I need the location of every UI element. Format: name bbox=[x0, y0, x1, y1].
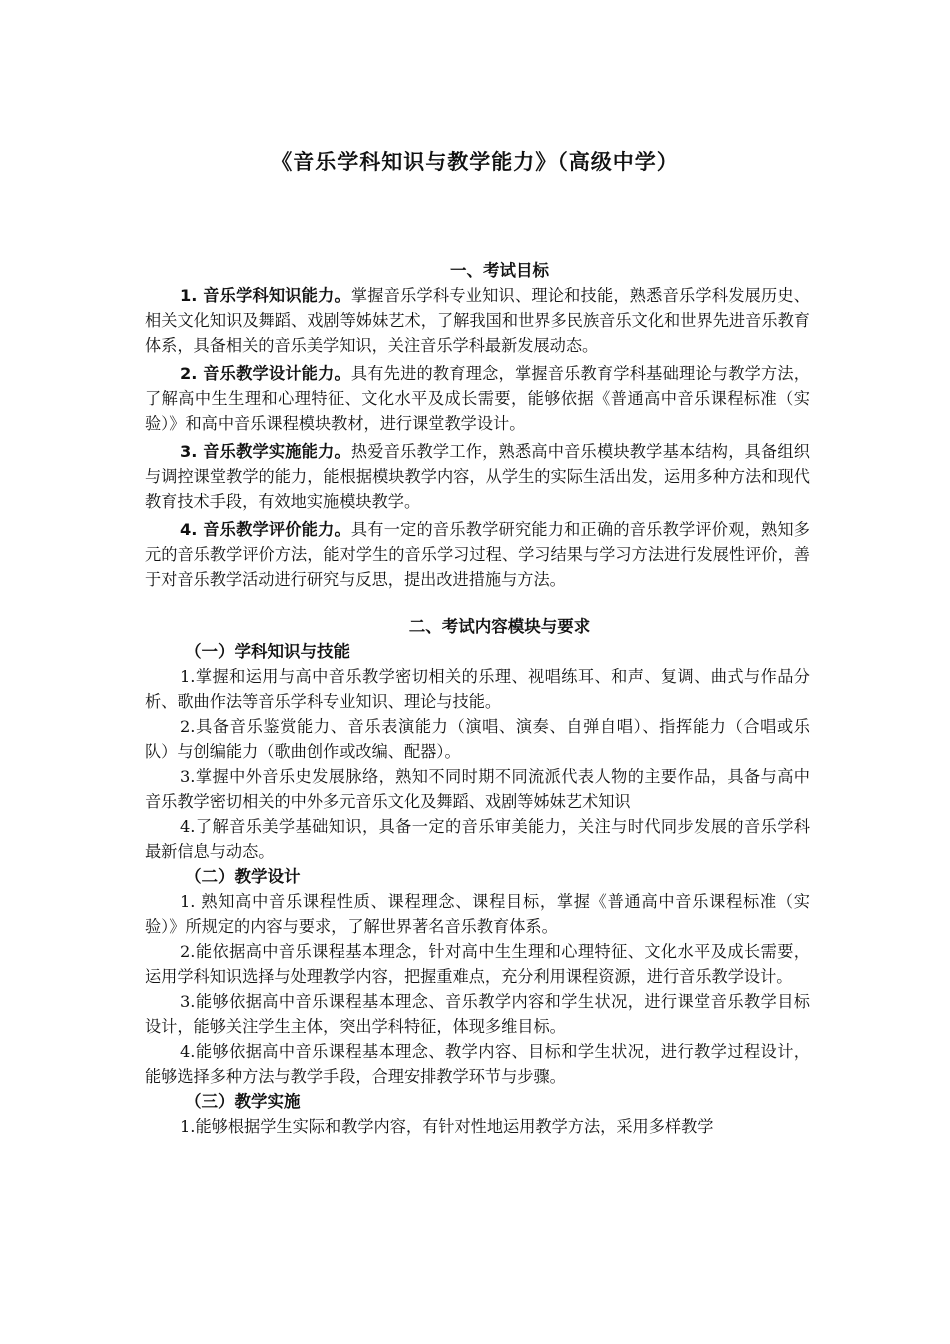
item-label: 4. 音乐教学评价能力。 bbox=[180, 520, 351, 539]
section1-item bbox=[145, 517, 810, 592]
list-item: 2.具备音乐鉴赏能力、音乐表演能力（演唱、演奏、自弹自唱）、指挥能力（合唱或乐队）与创编能力（歌曲创作或改编、配器）。 bbox=[145, 717, 810, 761]
list-item: 4.了解音乐美学基础知识，具备一定的音乐审美能力，关注与时代同步发展的音乐学科最新信息与动态。 bbox=[145, 817, 810, 861]
item-text: 热爱音乐教学工作，熟悉高中音乐模块教学基本结构，具备组织与调控课堂教学的能力，能根据模块教学内容，从学生的实际生活出发，运用多种方法和现代教育技术手段，有效地实施模块教学。 bbox=[145, 442, 810, 511]
section1-item bbox=[145, 439, 810, 514]
item-text: 具有先进的教育理念，掌握音乐教育学科基础理论与教学方法，了解高中生生理和心理特征、文化水平及成长需要，能够依据《普通高中音乐课程标准（实验）》和高中音乐课程模块教材，进行课堂教学设计。 bbox=[145, 364, 810, 433]
list-item: 3.能够依据高中音乐课程基本理念、音乐教学内容和学生状况，进行课堂音乐教学目标设计，能够关注学生主体，突出学科特征，体现多维目标。 bbox=[145, 992, 810, 1036]
list-item: 3.掌握中外音乐史发展脉络，熟知不同时期不同流派代表人物的主要作品，具备与高中音乐教学密切相关的中外多元音乐文化及舞蹈、戏剧等姊妹艺术知识 bbox=[145, 767, 810, 811]
list-item: 2.能依据高中音乐课程基本理念，针对高中生生理和心理特征、文化水平及成长需要，运用学科知识选择与处理教学内容，把握重难点，充分利用课程资源，进行音乐教学设计。 bbox=[145, 942, 810, 986]
list-item: 1. 熟知高中音乐课程性质、课程理念、课程目标，掌握《普通高中音乐课程标准（实验）》所规定的内容与要求，了解世界著名音乐教育体系。 bbox=[145, 892, 810, 936]
subsection-heading: （三）教学实施 bbox=[185, 1092, 301, 1111]
section1-heading: 一、考试目标 bbox=[450, 261, 549, 280]
document-body bbox=[145, 258, 810, 1139]
list-item: 1.掌握和运用与高中音乐教学密切相关的乐理、视唱练耳、和声、复调、曲式与作品分析、歌曲作法等音乐学科专业知识、理论与技能。 bbox=[145, 667, 810, 711]
section1-item bbox=[145, 361, 810, 436]
item-label: 1. 音乐学科知识能力。 bbox=[180, 286, 351, 305]
item-label: 2. 音乐教学设计能力。 bbox=[180, 364, 351, 383]
subsection-heading: （一）学科知识与技能 bbox=[185, 642, 350, 661]
item-text: 掌握音乐学科专业知识、理论和技能，熟悉音乐学科发展历史、相关文化知识及舞蹈、戏剧等姊妹艺术，了解我国和世界多民族音乐文化和世界先进音乐教育体系，具备相关的音乐美学知识，关注音乐学科最新发展动态。 bbox=[145, 286, 810, 355]
list-item: 1.能够根据学生实际和教学内容，有针对性地运用教学方法，采用多样教学 bbox=[180, 1117, 714, 1136]
subsection-heading: （二）教学设计 bbox=[185, 867, 301, 886]
item-label: 3. 音乐教学实施能力。 bbox=[180, 442, 351, 461]
list-item: 4.能够依据高中音乐课程基本理念、教学内容、目标和学生状况，进行教学过程设计，能够选择多种方法与教学手段，合理安排教学环节与步骤。 bbox=[145, 1042, 810, 1086]
document-title: 《音乐学科知识与教学能力》（高级中学） bbox=[271, 150, 679, 174]
section1-item bbox=[145, 283, 810, 358]
section2-heading: 二、考试内容模块与要求 bbox=[408, 617, 591, 636]
item-text: 具有一定的音乐教学研究能力和正确的音乐教学评价观，熟知多元的音乐教学评价方法，能对学生的音乐学习过程、学习结果与学习方法进行发展性评价，善于对音乐教学活动进行研究与反思，提出改进措施与方法。 bbox=[145, 520, 810, 589]
